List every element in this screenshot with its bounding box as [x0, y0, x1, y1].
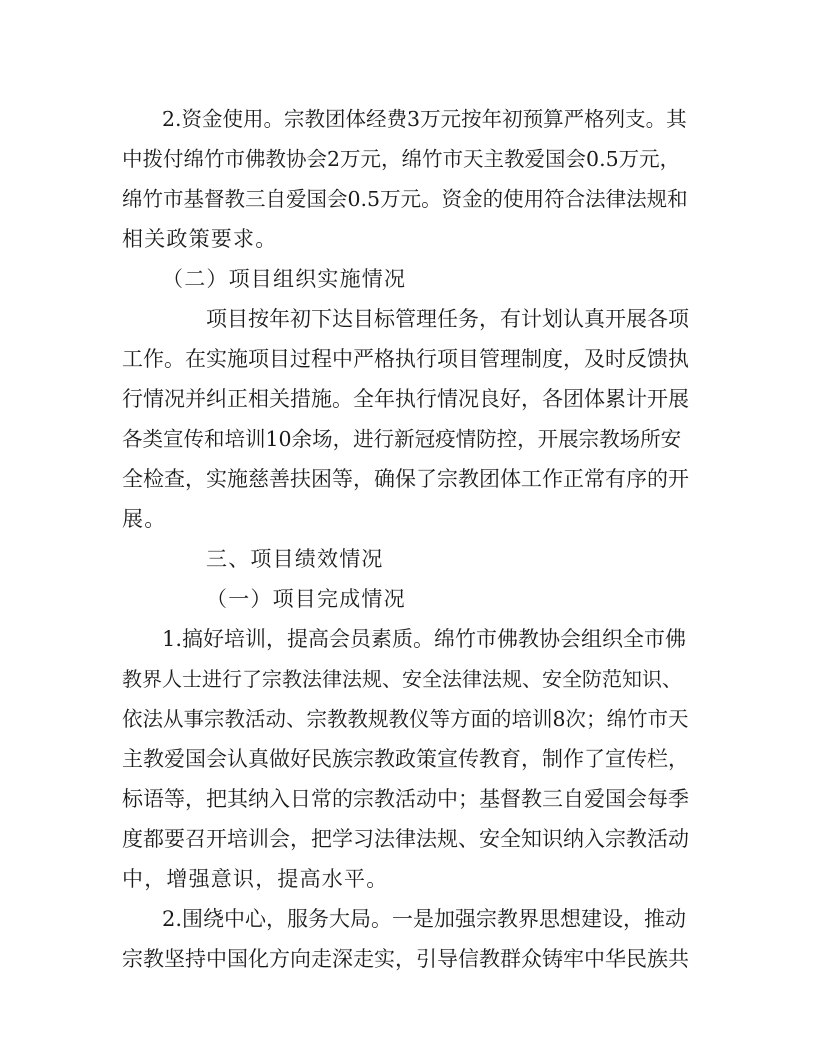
text-line: 主教爱国会认真做好民族宗教政策宣传教育，制作了宣传栏， — [122, 747, 689, 771]
text-line: 1.搞好培训，提高会员素质。绵竹市佛教协会组织全市佛 — [162, 627, 687, 651]
text-line: 绵竹市基督教三自爱国会0.5万元。资金的使用符合法律法规和 — [122, 187, 688, 211]
text-line: 2.资金使用。宗教团体经费3万元按年初预算严格列支。其 — [162, 107, 687, 131]
text-line: 工作。在实施项目过程中严格执行项目管理制度，及时反馈执 — [122, 347, 689, 371]
text-line: 相关政策要求。 — [122, 227, 278, 251]
text-line: 度都要召开培训会，把学习法律法规、安全知识纳入宗教活动 — [122, 827, 689, 851]
section-heading: （一）项目完成情况 — [206, 587, 406, 611]
text-line: 宗教坚持中国化方向走深走实，引导信教群众铸牢中华民族共 — [122, 947, 689, 971]
section-heading: （二）项目组织实施情况 — [162, 267, 407, 291]
text-line: 中，增强意识，提高水平。 — [122, 867, 389, 891]
text-line: 教界人士进行了宗教法律法规、安全法律法规、安全防范知识、 — [122, 667, 682, 691]
text-line: 各类宣传和培训10余场，进行新冠疫情防控，开展宗教场所安 — [122, 427, 682, 451]
section-heading: 三、项目绩效情况 — [206, 547, 384, 571]
text-line: 标语等，把其纳入日常的宗教活动中；基督教三自爱国会每季 — [122, 787, 689, 811]
text-line: 展。 — [122, 507, 167, 531]
text-line: 中拨付绵竹市佛教协会2万元，绵竹市天主教爱国会0.5万元， — [122, 147, 681, 171]
text-line: 全检查，实施慈善扶困等，确保了宗教团体工作正常有序的开 — [122, 467, 689, 491]
text-line: 2.围绕中心，服务大局。一是加强宗教界思想建设，推动 — [162, 907, 687, 931]
text-line: 依法从事宗教活动、宗教教规教仪等方面的培训8次；绵竹市天 — [122, 707, 689, 731]
text-line: 行情况并纠正相关措施。全年执行情况良好，各团体累计开展 — [122, 387, 689, 411]
text-line: 项目按年初下达目标管理任务，有计划认真开展各项 — [206, 307, 689, 331]
